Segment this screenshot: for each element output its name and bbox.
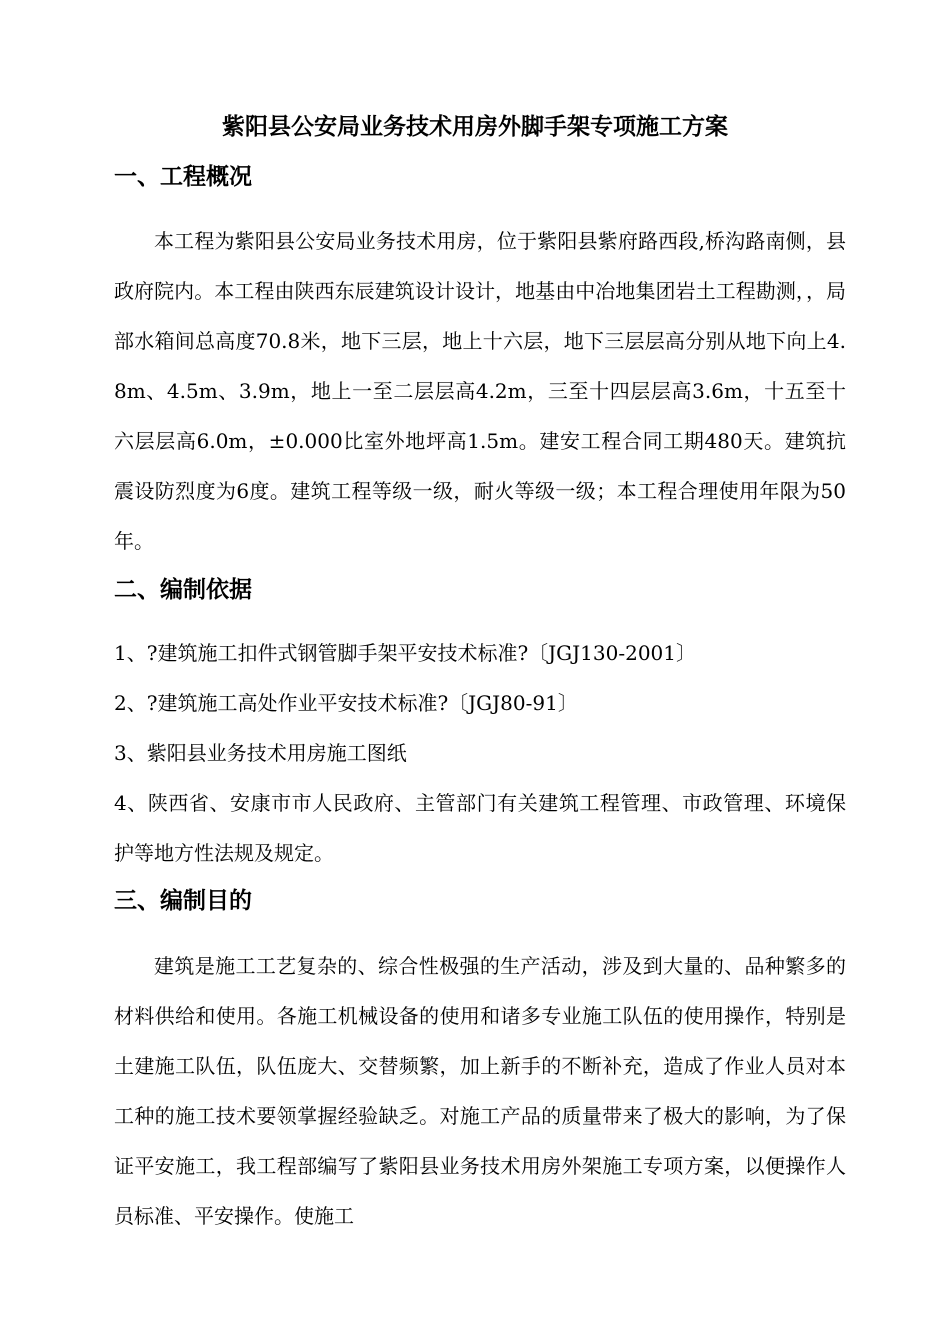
basis-item: 4、陕西省、安康市市人民政府、主管部门有关建筑工程管理、市政管理、环境保护等地方性法规及规定。 <box>114 791 846 865</box>
basis-item: 2、?建筑施工高处作业平安技术标准?〔JGJ80-91〕 <box>114 691 578 715</box>
basis-item: 3、紫阳县业务技术用房施工图纸 <box>114 741 407 765</box>
purpose-paragraph: 建筑是施工工艺复杂的、综合性极强的生产活动，涉及到大量的、品种繁多的材料供给和使用。各施工机械设备的使用和诸多专业施工队伍的使用操作，特别是土建施工队伍，队伍庞大、交替频繁，加上新手的不断补充，造成了作业人员对本工种的施工技术要领掌握经验缺乏。对施工产品的质量带来了极大的影响，为了保证平安施工，我工程部编写了紫阳县业务技术用房外架施工专项方案，以便操作人员标准、平安操作。使施工 <box>114 954 846 1228</box>
section-heading-purpose: 三、编制目的 <box>114 887 252 914</box>
basis-item: 1、?建筑施工扣件式钢管脚手架平安技术标准?〔JGJ130-2001〕 <box>114 641 697 665</box>
overview-paragraph: 本工程为紫阳县公安局业务技术用房，位于紫阳县紫府路西段,桥沟路南侧，县政府院内。本工程由陕西东辰建筑设计设计，地基由中冶地集团岩土工程勘测，，局部水箱间总高度70.8米，地下三层，地上十六层，地下三层层高分别从地下向上4.8m、4.5m、3.9m，地上一至二层层高4.2m，三至十四层层高3.6m，十五至十六层层高6.0m，±0.000比室外地坪高1.5m。建安工程合同工期480天。建筑抗震设防烈度为6度。建筑工程等级一级，耐火等级一级；本工程合理使用年限为50年。 <box>114 229 846 553</box>
document-title: 紫阳县公安局业务技术用房外脚手架专项施工方案 <box>222 113 728 140</box>
section-heading-basis: 二、编制依据 <box>114 576 252 603</box>
section-heading-overview: 一、工程概况 <box>114 163 252 190</box>
